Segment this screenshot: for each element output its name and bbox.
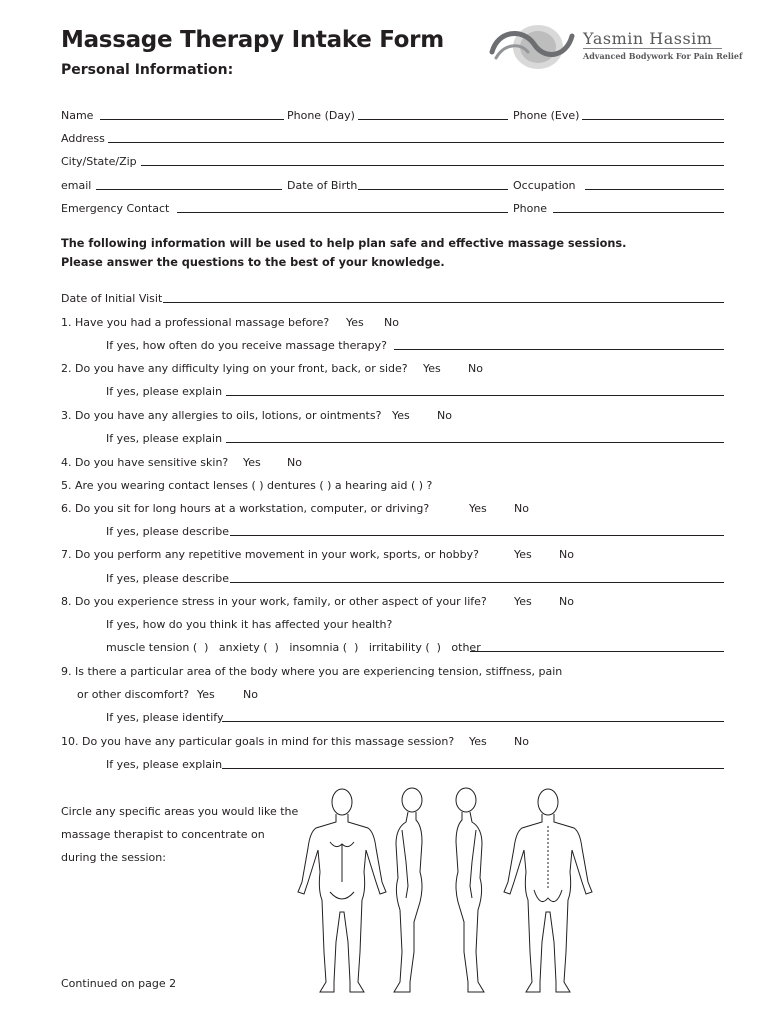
question-8-followup: If yes, how do you think it has affected your health? [106,618,393,631]
q1-followup-field[interactable] [394,349,724,350]
question-1: 1. Have you had a professional massage before? [61,316,330,329]
q8-yes[interactable]: Yes [514,595,532,608]
body-instruction-line-1: Circle any specific areas you would like the [61,805,299,818]
q9-no[interactable]: No [243,688,258,701]
label-dob: Date of Birth [287,179,358,192]
q6-yes[interactable]: Yes [469,502,487,515]
question-8: 8. Do you experience stress in your work, family, or other aspect of your life? [61,595,487,608]
q3-followup-field[interactable] [226,442,724,443]
logo-tagline: Advanced Bodywork For Pain Relief [583,51,743,61]
q10-followup-field[interactable] [222,768,724,769]
logo-name: Yasmin Hassim [583,29,713,48]
q10-no[interactable]: No [514,735,529,748]
question-6: 6. Do you sit for long hours at a workstation, computer, or driving? [61,502,430,515]
section-title-personal: Personal Information: [61,62,234,78]
label-occupation: Occupation [513,179,576,192]
q4-no[interactable]: No [287,456,302,469]
question-9-line-1: 9. Is there a particular area of the body where you are experiencing tension, stiffness, pain [61,665,563,678]
phone-day-field[interactable] [358,119,508,120]
label-date-initial: Date of Initial Visit [61,292,163,305]
question-9-followup: If yes, please identify [106,711,224,724]
address-field[interactable] [108,142,724,143]
question-4: 4. Do you have sensitive skin? [61,456,229,469]
intro-line-1: The following information will be used to help plan safe and effective massage sessions. [61,237,627,250]
body-instruction-line-2: massage therapist to concentrate on [61,828,265,841]
question-2: 2. Do you have any difficulty lying on your front, back, or side? [61,362,408,375]
question-10-followup: If yes, please explain [106,758,223,771]
question-8-options: muscle tension ( ) anxiety ( ) insomnia ( ) irritability ( ) other [106,641,481,654]
label-city: City/State/Zip [61,155,137,168]
email-field[interactable] [96,189,282,190]
body-instruction-line-3: during the session: [61,851,166,864]
q3-yes[interactable]: Yes [392,409,410,422]
q4-yes[interactable]: Yes [243,456,261,469]
date-initial-field[interactable] [163,302,724,303]
question-7-followup: If yes, please describe [106,572,230,585]
swirl-logo-icon [488,22,578,72]
question-3: 3. Do you have any allergies to oils, lotions, or ointments? [61,409,382,422]
label-name: Name [61,109,94,122]
emergency-phone-field[interactable] [553,212,724,213]
body-side-figure-left [456,788,484,992]
q3-no[interactable]: No [437,409,452,422]
question-9-line-2: or other discomfort? [77,688,190,701]
body-diagram[interactable] [290,782,610,1004]
q10-yes[interactable]: Yes [469,735,487,748]
label-emergency: Emergency Contact [61,202,170,215]
q2-followup-field[interactable] [226,395,724,396]
occupation-field[interactable] [585,189,724,190]
question-2-followup: If yes, please explain [106,385,223,398]
city-field[interactable] [141,165,724,166]
logo-divider [583,48,722,49]
name-field[interactable] [100,119,284,120]
q7-yes[interactable]: Yes [514,548,532,561]
emergency-field[interactable] [177,212,508,213]
label-phone: Phone [513,202,548,215]
question-3-followup: If yes, please explain [106,432,223,445]
q7-no[interactable]: No [559,548,574,561]
question-7: 7. Do you perform any repetitive movement in your work, sports, or hobby? [61,548,479,561]
phone-eve-field[interactable] [582,119,724,120]
body-front-figure [298,789,386,992]
q7-followup-field[interactable] [230,582,724,583]
body-back-figure [504,789,592,992]
q6-no[interactable]: No [514,502,529,515]
intro-line-2: Please answer the questions to the best of your knowledge. [61,256,445,269]
question-1-followup: If yes, how often do you receive massage therapy? [106,339,387,352]
q8-other-field[interactable] [470,651,724,652]
q9-followup-field[interactable] [222,721,724,722]
label-phone-eve: Phone (Eve) [513,109,580,122]
q6-followup-field[interactable] [230,535,724,536]
question-6-followup: If yes, please describe [106,525,230,538]
footer-continued: Continued on page 2 [61,977,177,990]
q2-no[interactable]: No [468,362,483,375]
question-10: 10. Do you have any particular goals in mind for this massage session? [61,735,455,748]
q1-no[interactable]: No [384,316,399,329]
label-address: Address [61,132,105,145]
q2-yes[interactable]: Yes [423,362,441,375]
label-email: email [61,179,92,192]
question-5: 5. Are you wearing contact lenses ( ) dentures ( ) a hearing aid ( ) ? [61,479,433,492]
q1-yes[interactable]: Yes [346,316,364,329]
page-title: Massage Therapy Intake Form [61,27,444,53]
q8-no[interactable]: No [559,595,574,608]
body-side-figure-right [394,788,422,992]
q9-yes[interactable]: Yes [197,688,215,701]
dob-field[interactable] [358,189,508,190]
label-phone-day: Phone (Day) [287,109,355,122]
